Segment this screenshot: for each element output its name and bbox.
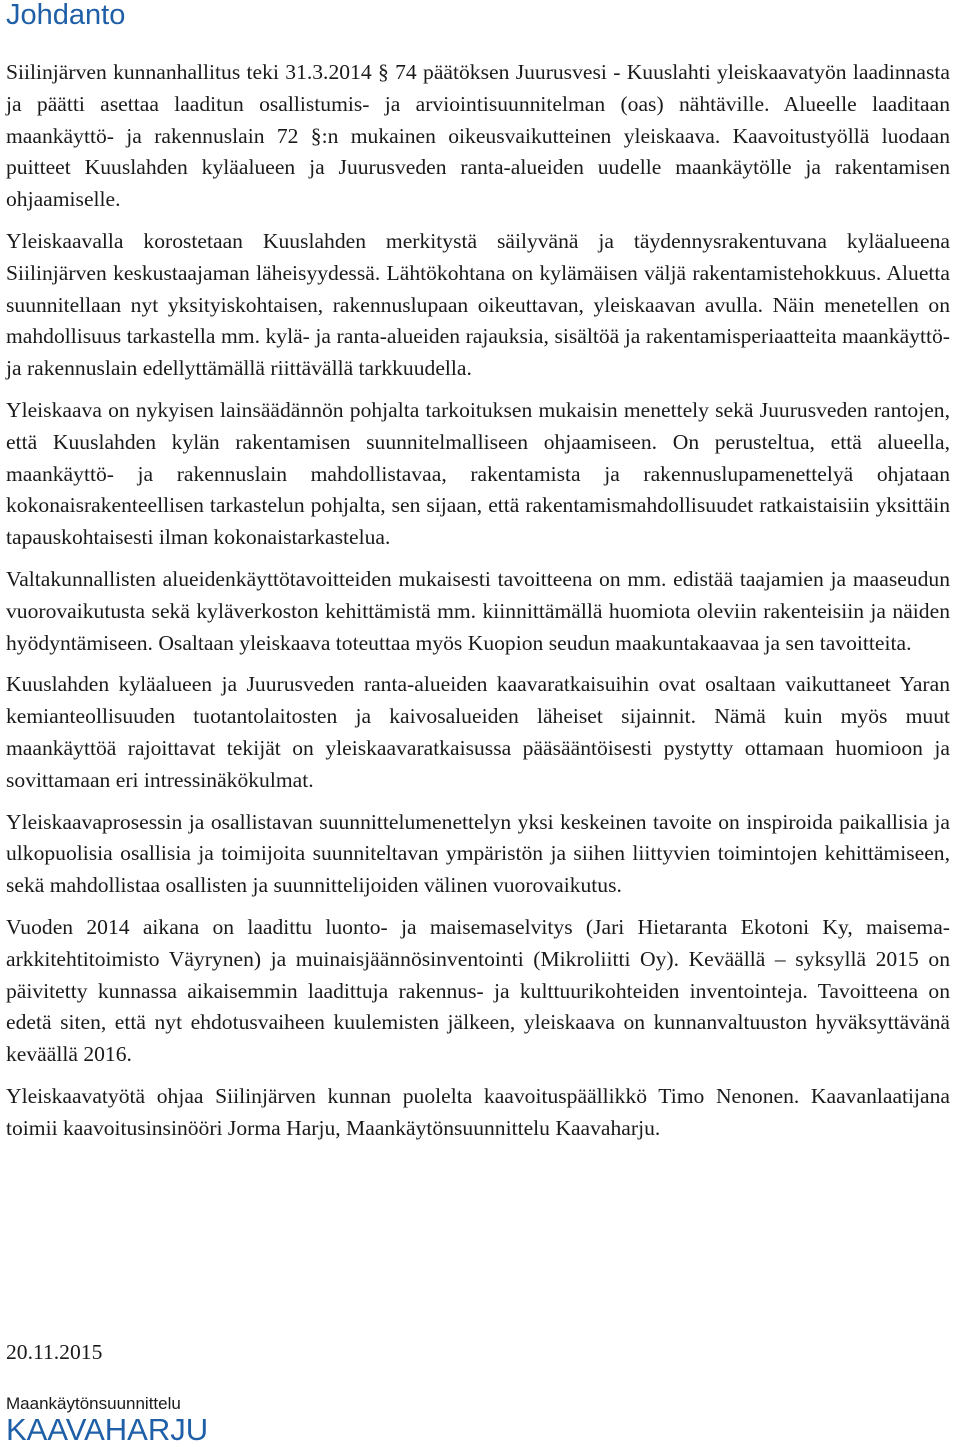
paragraph-2: Yleiskaavalla korostetaan Kuuslahden merkitystä säilyvänä ja täydennysrakentuvana kyläalueena Siilinjärven keskustaajaman läheisyydessä. Lähtökohtana on kylämäisen väljä rakentamistehokkuus. Aluetta suunnitellaan nyt yksityiskohtaisen, rakennuslupaan oikeuttavan, yleiskaavan avulla. Näin menetellen on mahdollisuus tarkastella mm. kylä- ja ranta-alueiden rajauksia, sisältöä ja rakentamisperiaatteita maankäyttö- ja rakennuslain edellyttämällä riittävällä tarkkuudella.: [6, 228, 950, 381]
paragraph-7: Vuoden 2014 aikana on laadittu luonto- ja maisemaselvitys (Jari Hietaranta Ekotoni Ky, maisema-arkkitehtitoimisto Väyrynen) ja muinaisjäännösinventointi (Mikroliitti Oy). Keväällä – syksyllä 2015 on päivitetty kunnassa aikaisemmin laadittuja rakennus- ja kulttuurikohteiden inventointeja. Tavoitteena on edetä siten, että nyt ehdotusvaiheen kuulemisten jälkeen, yleiskaava on kunnanvaltuuston hyväksyttävänä keväällä 2016.: [6, 914, 950, 1067]
paragraph-8: Yleiskaavatyötä ohjaa Siilinjärven kunnan puolelta kaavoituspäällikkö Timo Nenonen. Kaavanlaatijana toimii kaavoitusinsinööri Jorma Harju, Maankäytönsuunnittelu Kaavaharju.: [6, 1083, 950, 1140]
company-subtitle: Maankäytönsuunnittelu: [6, 1394, 181, 1413]
paragraph-5: Kuuslahden kyläalueen ja Juurusveden ranta-alueiden kaavaratkaisuihin ovat osaltaan vaikuttaneet Yaran kemianteollisuuden tuotantolaitosten ja kaivosalueiden läheiset sijainnit. Nämä kuin myös muut maankäyttöä rajoittavat tekijät on yleiskaavaratkaisussa pääsääntöisesti pystytty ottamaan huomioon ja sovittamaan eri intressinäkökulmat.: [6, 672, 950, 792]
document-date: 20.11.2015: [6, 1340, 103, 1364]
page-title: Johdanto: [6, 0, 126, 31]
paragraph-3: Yleiskaava on nykyisen lainsäädännön pohjalta tarkoituksen mukaisin menettely sekä Juurusveden rantojen, että Kuuslahden kylän rakentamisen suunnitelmalliseen ohjaamiseen. On perusteltua, että alueella, maankäyttö- ja rakennuslain mahdollistavaa, rakentamista ja rakennuslupamenettelyä ohjataan kokonaisrakenteellisen tarkastelun pohjalta, sen sijaan, että rakentamismahdollisuudet ratkaistaisiin yksittäin tapauskohtaisesti ilman kokonaistarkastelua.: [6, 397, 950, 550]
company-logo-text: KAAVAHARJU: [6, 1412, 209, 1447]
paragraph-6: Yleiskaavaprosessin ja osallistavan suunnittelumenettelyn yksi keskeinen tavoite on inspiroida paikallisia ja ulkopuolisia osallisia ja toimijoita suunniteltavan ympäristön ja siihen liittyvien toimintojen kehittämiseen, sekä mahdollistaa osallisten ja suunnittelijoiden välinen vuorovaikutus.: [6, 809, 950, 898]
paragraph-1: Siilinjärven kunnanhallitus teki 31.3.2014 § 74 päätöksen Juurusvesi - Kuuslahti yleiskaavatyön laadinnasta ja päätti asettaa laaditun osallistumis- ja arviointisuunnitelman (oas) nähtäville. Alueelle laaditaan maankäyttö- ja rakennuslain 72 §:n mukainen oikeusvaikutteinen yleiskaava. Kaavoitustyöllä luodaan puitteet Kuuslahden kyläalueen ja Juurusveden ranta-alueiden uudelle maankäytölle ja rakentamisen ohjaamiselle.: [6, 60, 950, 212]
paragraph-4: Valtakunnallisten alueidenkäyttötavoitteiden mukaisesti tavoitteena on mm. edistää taajamien ja maaseudun vuorovaikutusta sekä kyläverkoston kehittämistä mm. kiinnittämällä huomiota oleviin rakenteisiin ja näiden hyödyntämiseen. Osaltaan yleiskaava toteuttaa myös Kuopion seudun maakuntakaavaa ja sen tavoitteita.: [6, 566, 950, 655]
